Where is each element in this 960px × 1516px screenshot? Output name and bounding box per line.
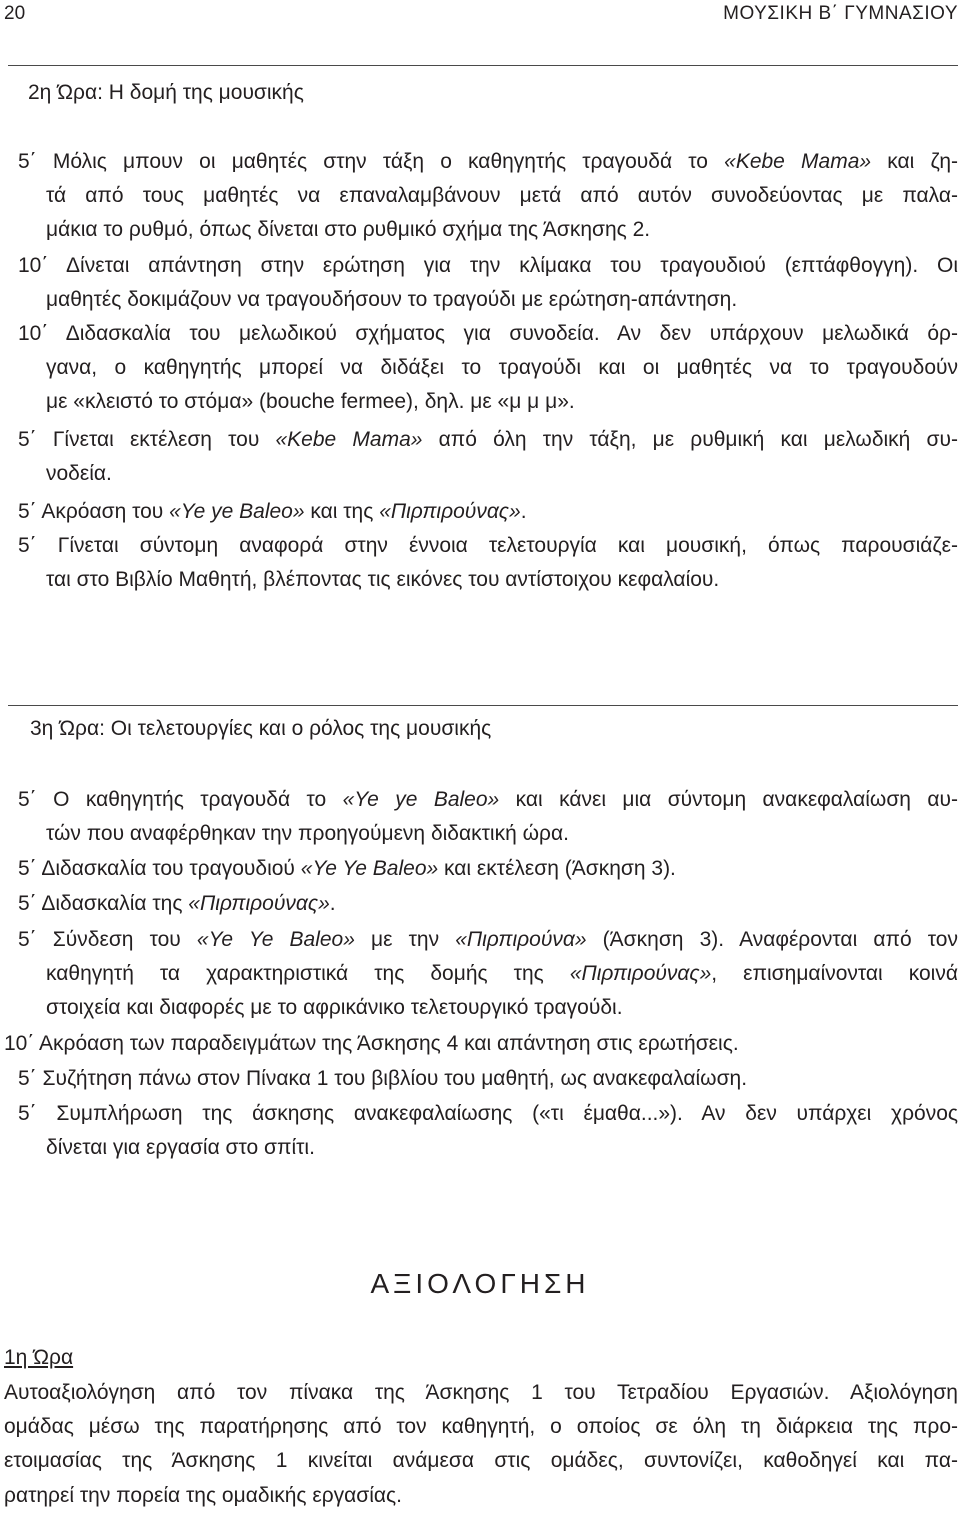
evaluation-line: ομάδας μέσω της παρατήρησης από τον καθηγητή, ο οποίος σε όλη τη διάρκεια της προ- xyxy=(4,1415,958,1438)
lesson-line: 5΄ Γίνεται εκτέλεση του «Kebe Mama» από όλη την τάξη, με ρυθμική και μελωδική συ- xyxy=(18,428,958,451)
song-title: «Kebe Mama» xyxy=(724,150,872,173)
lesson-line: καθηγητή τα χαρακτηριστικά της δομής της «Πιρπιρούνας», επισημαίνονται κοινά xyxy=(46,962,958,985)
song-title: «Πιρπιρούνας» xyxy=(569,962,712,985)
lesson-line: 5΄ Μόλις μπουν οι μαθητές στην τάξη ο καθηγητής τραγουδά το «Kebe Mama» και ζη- xyxy=(18,150,958,173)
song-title: «Ye Ye Baleo» xyxy=(300,857,439,880)
song-title: «Ye ye Baleo» xyxy=(342,788,500,811)
evaluation-line: Αυτοαξιολόγηση από τον πίνακα της Άσκησης 1 του Τετραδίου Εργασιών. Αξιολόγηση xyxy=(4,1381,958,1404)
lesson-line: 5΄ Διδασκαλία του τραγουδιού «Ye Ye Baleo» και εκτέλεση (Άσκηση 3). xyxy=(18,857,676,880)
lesson-2-heading: 2η Ώρα: Η δομή της μουσικής xyxy=(28,81,304,104)
page-number: 20 xyxy=(4,3,26,24)
lesson-line: με «κλειστό το στόμα» (bouche fermee), δηλ. με «μ μ μ». xyxy=(46,390,575,413)
song-title: «Ye ye Baleo» xyxy=(169,500,305,523)
section-divider xyxy=(8,705,958,706)
running-title: ΜΟΥΣΙΚΗ Β΄ ΓΥΜΝΑΣΙΟΥ xyxy=(723,3,958,24)
lesson-line: 10΄ Δίνεται απάντηση στην ερώτηση για την κλίμακα του τραγουδιού (επτάφθογγη). Οι xyxy=(18,254,958,277)
song-title: «Πιρπιρούνας» xyxy=(188,892,330,915)
song-title: «Kebe Mama» xyxy=(275,428,423,451)
lesson-line: 5΄ Ακρόαση του «Ye ye Baleo» και της «Πιρπιρούνας». xyxy=(18,500,527,523)
lesson-line: 5΄ Συμπλήρωση της άσκησης ανακεφαλαίωσης («τι έμαθα...»). Αν δεν υπάρχει χρόνος xyxy=(18,1102,958,1125)
song-title: «Ye Ye Baleo» xyxy=(196,928,355,951)
lesson-line: 5΄ Ο καθηγητής τραγουδά το «Ye ye Baleo» και κάνει μια σύντομη ανακεφαλαίωση αυ- xyxy=(18,788,958,811)
lesson-line: τά από τους μαθητές να επαναλαμβάνουν μετά από αυτόν συνοδεύοντας με παλα- xyxy=(46,184,958,207)
lesson-line: 5΄ Σύνδεση του «Ye Ye Baleo» με την «Πιρπιρούνα» (Άσκηση 3). Αναφέρονται από τον xyxy=(18,928,958,951)
lesson-line: 5΄ Γίνεται σύντομη αναφορά στην έννοια τελετουργία και μουσική, όπως παρουσιάζε- xyxy=(18,534,958,557)
section-divider xyxy=(8,65,958,66)
song-title: «Πιρπιρούνας» xyxy=(379,500,521,523)
lesson-line: 5΄ Διδασκαλία της «Πιρπιρούνας». xyxy=(18,892,336,915)
lesson-line: γανα, ο καθηγητής μπορεί να διδάξει το τραγούδι και οι μαθητές να το τραγουδούν xyxy=(46,356,958,379)
evaluation-line: ρατηρεί την πορεία της ομαδικής εργασίας. xyxy=(4,1484,403,1507)
lesson-line: μαθητές δοκιμάζουν να τραγουδήσουν το τραγούδι με ερώτηση-απάντηση. xyxy=(46,288,738,311)
lesson-line: δίνεται για εργασία στο σπίτι. xyxy=(46,1136,315,1159)
evaluation-line: ετοιμασίας της Άσκησης 1 κινείται ανάμεσα στις ομάδες, συντονίζει, καθοδηγεί και πα- xyxy=(4,1449,958,1472)
lesson-line: ται στο Βιβλίο Μαθητή, βλέποντας τις εικόνες του αντίστοιχου κεφαλαίου. xyxy=(46,568,720,591)
lesson-3-heading: 3η Ώρα: Οι τελετουργίες και ο ρόλος της μουσικής xyxy=(30,717,492,740)
lesson-line: μάκια το ρυθμό, όπως δίνεται στο ρυθμικό σχήμα της Άσκησης 2. xyxy=(46,218,651,241)
evaluation-subheading: 1η Ώρα xyxy=(4,1346,74,1369)
evaluation-title: ΑΞΙΟΛΟΓΗΣΗ xyxy=(370,1268,590,1299)
lesson-line: 10΄ Ακρόαση των παραδειγμάτων της Άσκησης 4 και απάντηση στις ερωτήσεις. xyxy=(4,1032,739,1055)
lesson-line: νοδεία. xyxy=(46,462,112,485)
song-title: «Πιρπιρούνα» xyxy=(455,928,587,951)
lesson-line: τών που αναφέρθηκαν την προηγούμενη διδακτική ώρα. xyxy=(46,822,569,845)
lesson-line: 5΄ Συζήτηση πάνω στον Πίνακα 1 του βιβλίου του μαθητή, ως ανακεφαλαίωση. xyxy=(18,1067,748,1090)
lesson-line: στοιχεία και διαφορές με το αφρικάνικο τελετουργικό τραγούδι. xyxy=(46,996,623,1019)
lesson-line: 10΄ Διδασκαλία του μελωδικού σχήματος για συνοδεία. Αν δεν υπάρχουν μελωδικά όρ- xyxy=(18,322,958,345)
